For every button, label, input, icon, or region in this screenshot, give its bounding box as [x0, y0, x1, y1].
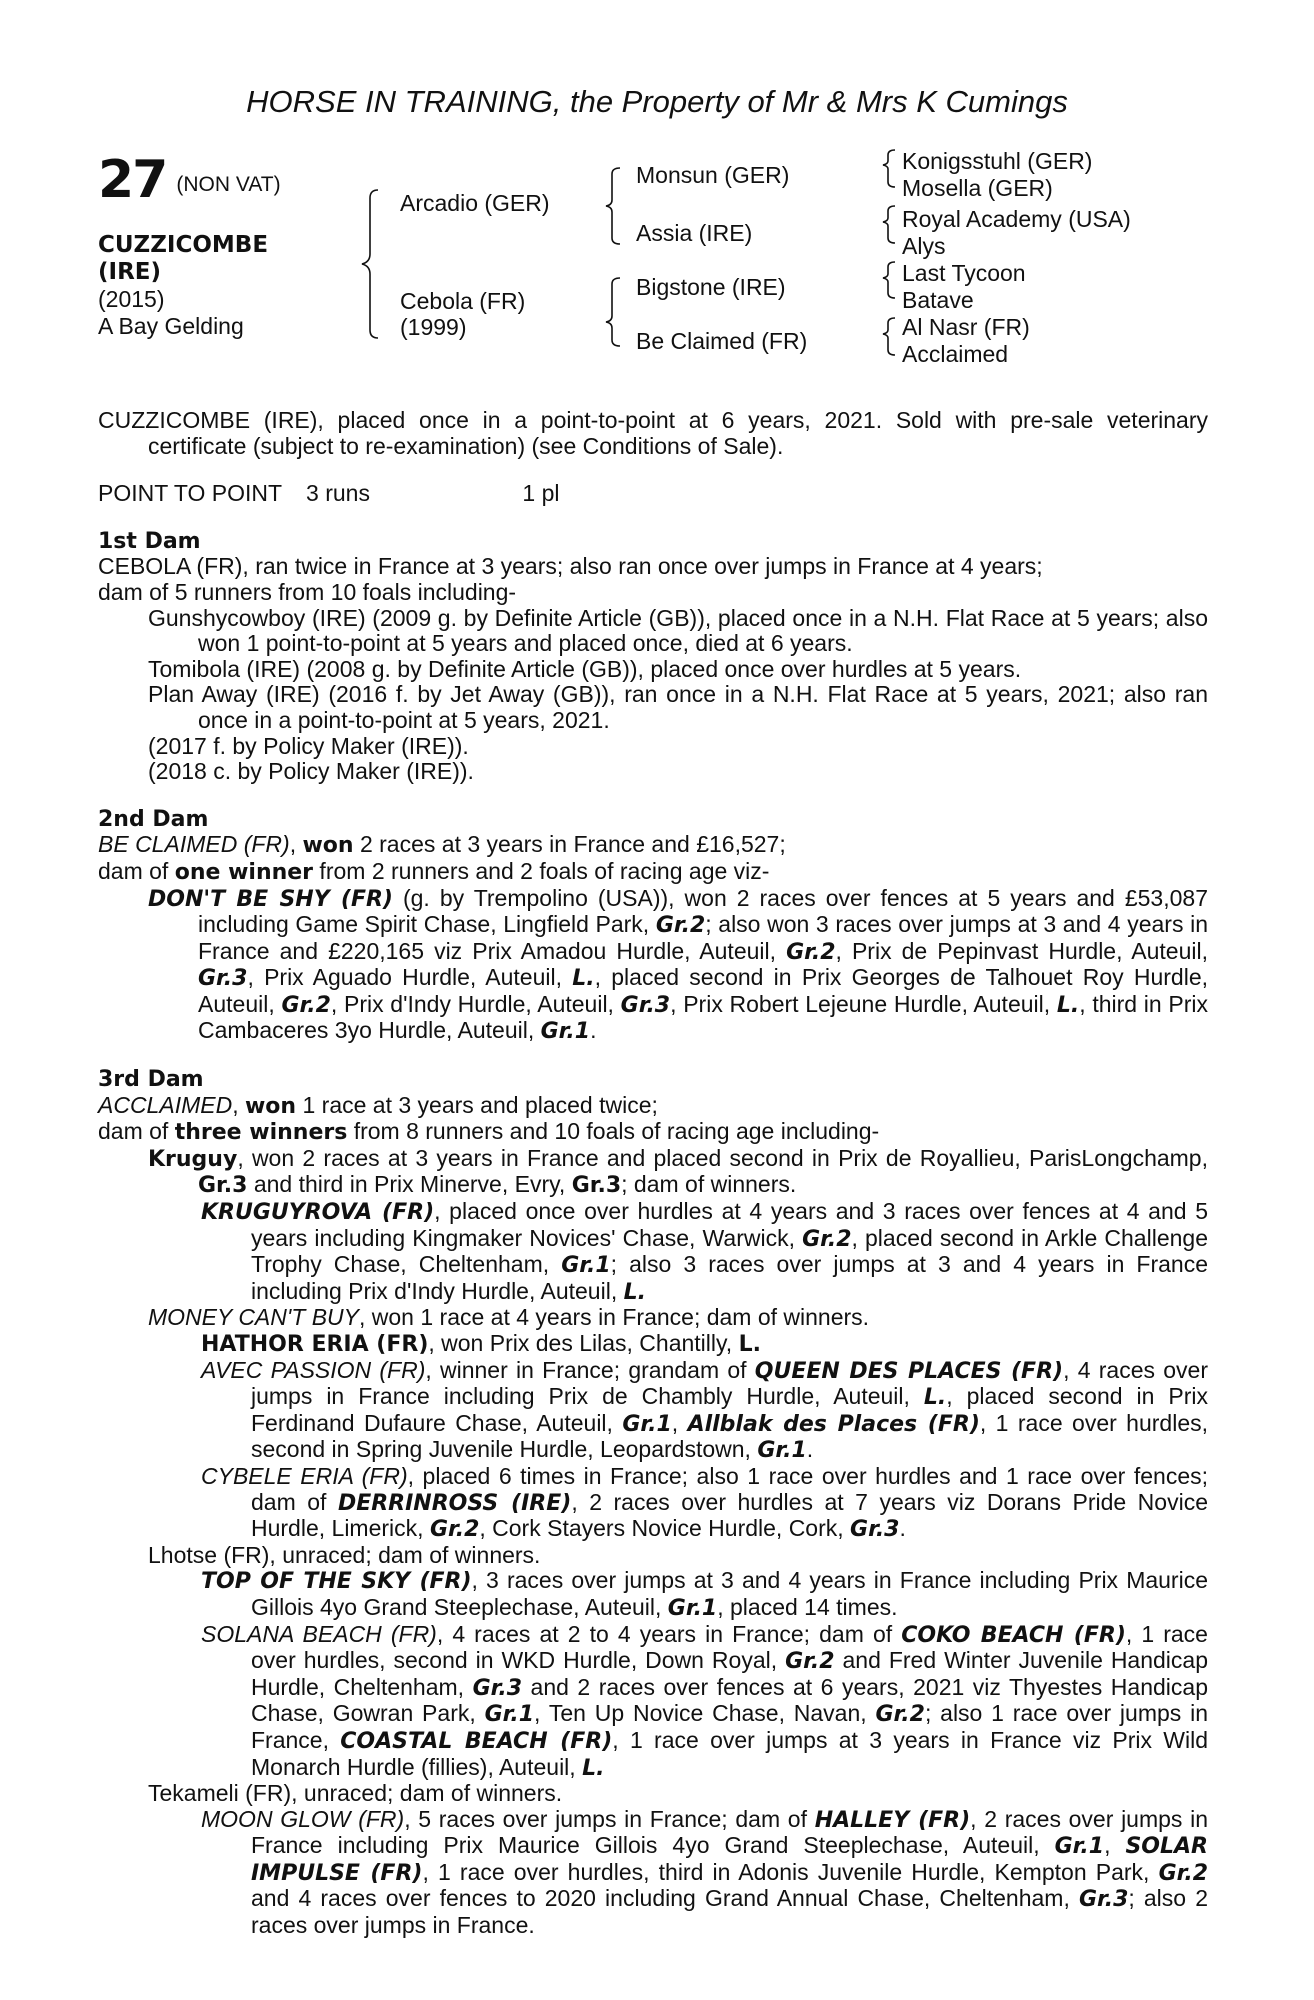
horse-name: Kruguy: [148, 1146, 238, 1172]
grade-badge: Gr.2: [655, 913, 706, 939]
grade-badge: Gr.2: [786, 939, 836, 965]
grade-badge: Gr.2: [281, 992, 331, 1018]
entry-top-of-the-sky: [201, 1568, 1208, 1621]
ptp-placed: 1 pl: [522, 480, 560, 507]
lot-number-value: 27: [98, 150, 167, 210]
entry-text: , 2 races over hurdles at 7 years viz Dorans Pride Novice Hurdle, Limerick,: [251, 1488, 1208, 1542]
separator: ,: [232, 1091, 245, 1118]
grade-badge: Gr.2: [1158, 1860, 1209, 1886]
grade-badge: Gr.1: [1054, 1834, 1105, 1860]
horse-name: KRUGUYROVA (FR): [201, 1200, 435, 1226]
entry-text: ,: [1104, 1832, 1126, 1859]
entry-text: , third in Prix Cambaceres 3yo Hurdle, Auteuil,: [198, 990, 1209, 1044]
catalogue-body: [98, 408, 1208, 1939]
entry-money-cant-buy: [148, 1305, 1208, 1331]
grade-badge: Gr.2: [802, 1226, 852, 1252]
ptp-runs: 3 runs: [306, 480, 370, 507]
entry-text: , Prix de Pepinvast Hurdle, Auteuil,: [835, 937, 1208, 964]
entry-text: .: [899, 1515, 906, 1542]
horse-name-line1: CUZZICOMBE: [98, 232, 269, 258]
entry-text: , Cork Stayers Novice Hurdle, Cork,: [479, 1515, 851, 1542]
winner-count: one winner: [174, 859, 314, 885]
horse-name: HATHOR ERIA (FR): [201, 1332, 429, 1357]
winner-name: DON'T BE SHY (FR): [148, 886, 393, 912]
entry-text: ; also won 3 races over jumps at 3 and 4 years in France and £220,165 viz Prix Amadou Hurdle, Auteuil,: [198, 911, 1208, 964]
pedigree-g2: Mosella (GER): [902, 175, 1053, 201]
horse-name: COKO BEACH (FR): [901, 1622, 1126, 1648]
entry-text: , 1 race over hurdles, second in Spring Juvenile Hurdle, Leopardstown,: [251, 1409, 1208, 1463]
first-dam-heading: 1st Dam: [98, 528, 201, 554]
entry-text: , placed second in Prix Georges de Talhouet Roy Hurdle, Auteuil,: [198, 964, 1208, 1017]
entry-text: , 1 race over hurdles, third in Adonis Juvenile Hurdle, Kempton Park,: [422, 1858, 1159, 1885]
entry-solana-beach: [201, 1622, 1208, 1782]
entry-text: , 5 races over jumps in France; dam of: [404, 1805, 815, 1832]
first-dam-produce-2: Tomibola (IRE) (2008 g. by Definite Article (GB)), placed once over hurdles at 5 years.: [148, 655, 1022, 682]
horse-name-line2: (IRE): [98, 259, 162, 285]
grade-badge: Gr.3: [571, 1173, 622, 1199]
grade-badge: Gr.3: [1078, 1887, 1129, 1913]
entry-text: , placed second in Prix Ferdinand Dufaure Chase, Auteuil,: [251, 1383, 1209, 1436]
third-dam-intro: [98, 1093, 1208, 1120]
label-dam-of: dam of: [98, 1118, 175, 1145]
horse-name: DERRINROSS (IRE): [337, 1490, 572, 1516]
second-dam-record: 2 races at 3 years in France and £16,527;: [353, 831, 786, 858]
entry-text: , won Prix des Lilas, Chantilly,: [428, 1330, 739, 1356]
grade-badge: Gr.1: [622, 1411, 672, 1437]
second-dam-winner-entry: [148, 886, 1208, 1046]
horse-name: CYBELE ERIA (FR): [201, 1462, 408, 1489]
grade-badge: Gr.3: [472, 1675, 523, 1701]
third-dam-produce-summary: [98, 1119, 1208, 1146]
grade-badge: Gr.3: [198, 1173, 248, 1199]
grade-badge: Gr.3: [620, 992, 671, 1018]
first-dam-produce-3: Plan Away (IRE) (2016 f. by Jet Away (GB)), ran once in a N.H. Flat Race at 5 years, 2021; also ran once in a point-to-point at 5 years, 2021.: [148, 681, 1208, 733]
horse-name: HALLEY (FR): [814, 1807, 971, 1833]
pedigree-g5: Last Tycoon: [902, 260, 1026, 286]
pedigree-g6: Batave: [902, 287, 974, 313]
entry-text: , 4 races over jumps in France including Prix de Chambly Hurdle, Auteuil,: [251, 1356, 1208, 1410]
entry-text: .: [806, 1436, 814, 1463]
entry-text: , placed 6 times in France; also 1 race over hurdles and 1 race over fences; dam of: [251, 1462, 1208, 1515]
entry-avec-passion: [201, 1358, 1208, 1464]
point-to-point-record: [98, 481, 1208, 507]
entry-kruguyrova: [201, 1199, 1208, 1305]
first-dam-produce-5: (2018 c. by Policy Maker (IRE)).: [148, 758, 474, 785]
entry-text: , Ten Up Novice Chase, Navan,: [534, 1700, 876, 1727]
entry-text: ; dam of winners.: [621, 1171, 797, 1198]
listed-badge: L.: [1056, 992, 1080, 1018]
entry-text: and 2 races over fences at 6 years, 2021 viz Thyestes Handicap Chase, Gowran Park,: [251, 1673, 1208, 1727]
grade-badge: Gr.1: [540, 1019, 591, 1045]
entry-text: ; also 1 race over jumps in France,: [251, 1700, 1209, 1753]
entry-text: ; also 2 races over jumps in France.: [251, 1885, 1208, 1939]
horse-name: AVEC PASSION (FR): [201, 1356, 426, 1383]
first-dam-produce-4: (2017 f. by Policy Maker (IRE)).: [148, 732, 469, 759]
horse-name: SOLANA BEACH (FR): [201, 1620, 437, 1647]
entry-kruguy: [148, 1146, 1208, 1199]
ptp-label: POINT TO POINT: [98, 480, 282, 507]
entry-moon-glow: [201, 1807, 1208, 1939]
third-dam-record: 1 race at 3 years and placed twice;: [296, 1091, 658, 1118]
pedigree-sire: Arcadio (GER): [400, 190, 550, 216]
pedigree-dam-year: (1999): [400, 314, 467, 340]
entry-tekameli: Tekameli (FR), unraced; dam of winners.: [148, 1780, 563, 1807]
entry-cybele-eria: [201, 1464, 1208, 1543]
entry-text: , Prix d'Indy Hurdle, Auteuil,: [330, 990, 621, 1017]
grade-badge: Gr.2: [785, 1649, 835, 1675]
pedigree-sire-dam: Assia (IRE): [636, 220, 753, 246]
entry-hathor-eria: [201, 1331, 1208, 1358]
horse-name: COASTAL BEACH (FR): [340, 1728, 613, 1754]
pedigree-dam-dam: Be Claimed (FR): [636, 328, 808, 354]
third-dam-won: won: [244, 1093, 297, 1119]
entry-text: and third in Prix Minerve, Evry,: [247, 1171, 572, 1198]
entry-text: , won 1 race at 4 years in France; dam of winners.: [359, 1304, 870, 1331]
horse-name: SOLAR IMPULSE (FR): [251, 1834, 1208, 1886]
listed-badge: L.: [623, 1279, 646, 1305]
entry-text: ; also 3 races over jumps at 3 and 4 years in France including Prix d'Indy Hurdle, Auteuil,: [251, 1251, 1209, 1304]
entry-lhotse: Lhotse (FR), unraced; dam of winners.: [148, 1541, 541, 1568]
pedigree-g8: Acclaimed: [902, 341, 1009, 367]
pedigree-g7: Al Nasr (FR): [902, 314, 1030, 340]
pedigree-dam-sire: Bigstone (IRE): [636, 274, 786, 300]
pedigree-braces: [0, 0, 1314, 380]
horse-name: TOP OF THE SKY (FR): [201, 1569, 472, 1595]
entry-text: , 4 races at 2 to 4 years in France; dam of: [436, 1620, 902, 1647]
entry-text: , 3 races over jumps at 3 and 4 years in France including Prix Maurice Gillois 4yo Grand Steeplechase, Auteuil,: [251, 1567, 1208, 1620]
horse-name: QUEEN DES PLACES (FR): [754, 1358, 1064, 1384]
second-dam-produce-summary: [98, 859, 1208, 886]
pedigree-g4: Alys: [902, 233, 946, 259]
horse-name: MONEY CAN'T BUY: [148, 1304, 359, 1331]
horse-name: Allblak des Places (FR): [687, 1411, 980, 1437]
first-dam-intro2: dam of 5 runners from 10 foals including-: [98, 578, 517, 605]
entry-text: , placed second in Arkle Challenge Trophy Chase, Cheltenham,: [251, 1224, 1208, 1278]
entry-text: , 1 race over hurdles, second in WKD Hurdle, Down Royal,: [251, 1620, 1208, 1674]
entry-text: , Prix Aguado Hurdle, Auteuil,: [247, 964, 573, 991]
first-dam-produce-1: Gunshycowboy (IRE) (2009 g. by Definite Article (GB)), placed once in a N.H. Flat Race at 5 years; also won 1 point-to-point at 5 years and placed once, died at 6 years.: [148, 604, 1208, 657]
pedigree-sire-sire: Monsun (GER): [636, 162, 790, 188]
winner-count: three winners: [174, 1120, 348, 1146]
listed-badge: L.: [582, 1755, 605, 1781]
entry-text: , placed once over hurdles at 4 years and 3 races over fences at 4 and 5 years including Kingmaker Novices' Chase, Warwick,: [251, 1198, 1208, 1251]
listed-badge: L.: [572, 966, 595, 992]
pedigree-g1: Konigsstuhl (GER): [902, 148, 1093, 174]
entry-text: , placed 14 times.: [717, 1593, 898, 1620]
page-title: HORSE IN TRAINING, the Property of Mr & Mrs K Cumings: [246, 84, 1068, 119]
entry-text: and Fred Winter Juvenile Handicap Hurdle, Cheltenham,: [251, 1647, 1208, 1700]
third-dam-heading: 3rd Dam: [98, 1067, 204, 1093]
entry-text: .: [590, 1017, 597, 1044]
pedigree-dam: Cebola (FR): [400, 288, 526, 314]
entry-text: , 1 race over jumps at 3 years in France viz Prix Wild Monarch Hurdle (fillies), Auteuil,: [251, 1726, 1208, 1780]
produce-summary-rest: from 8 runners and 10 foals of racing age including-: [347, 1118, 880, 1145]
horse-year: (2015): [98, 286, 165, 312]
second-dam-intro: BE CLAIMED (FR), won 2 races at 3 years in France and £16,527;: [98, 831, 786, 859]
horse-description: A Bay Gelding: [98, 313, 244, 339]
grade-badge: Gr.3: [850, 1517, 900, 1543]
grade-badge: Gr.1: [484, 1702, 535, 1728]
pedigree-g3: Royal Academy (USA): [902, 206, 1131, 232]
grade-badge: Gr.3: [198, 966, 248, 992]
produce-summary-rest: from 2 runners and 2 foals of racing age viz-: [313, 857, 770, 884]
label-dam-of: dam of: [98, 857, 175, 884]
first-dam-intro: CEBOLA (FR), ran twice in France at 3 years; also ran once over jumps in France at 4 years;: [98, 553, 1043, 580]
entry-text: and 4 races over fences to 2020 including Grand Annual Chase, Cheltenham,: [251, 1885, 1079, 1912]
second-dam-won: won: [302, 833, 354, 859]
entry-text: , 2 races over jumps in France including Prix Maurice Gillois 4yo Grand Steeplechase, Auteuil,: [251, 1805, 1209, 1859]
grade-badge: Gr.1: [667, 1595, 718, 1621]
listed-badge: L.: [738, 1332, 761, 1357]
grade-badge: Gr.1: [561, 1253, 611, 1279]
listed-badge: L.: [923, 1385, 947, 1411]
entry-text: , Prix Robert Lejeune Hurdle, Auteuil,: [670, 990, 1057, 1017]
horse-summary: CUZZICOMBE (IRE), placed once in a point-to-point at 6 years, 2021. Sold with pre-sale veterinary certificate (subject to re-examination) (see Conditions of Sale).: [98, 407, 1208, 459]
entry-text: (g. by Trempolino (USA)), won 2 races over fences at 5 years and £53,087 including Game Spirit Chase, Lingfield Park,: [198, 884, 1208, 938]
second-dam-heading: 2nd Dam: [98, 806, 209, 832]
second-dam-name: BE CLAIMED (FR): [98, 831, 290, 858]
grade-badge: Gr.2: [429, 1517, 480, 1543]
entry-text: , winner in France; grandam of: [425, 1356, 755, 1383]
horse-name: MOON GLOW (FR): [201, 1805, 405, 1832]
entry-text: , won 2 races at 3 years in France and placed second in Prix de Royallieu, ParisLongchamp,: [237, 1144, 1208, 1171]
vat-status: (NON VAT): [176, 173, 281, 196]
entry-text: ,: [671, 1409, 688, 1436]
third-dam-name: ACCLAIMED: [98, 1091, 233, 1118]
grade-badge: Gr.1: [757, 1438, 807, 1464]
grade-badge: Gr.2: [875, 1702, 925, 1728]
